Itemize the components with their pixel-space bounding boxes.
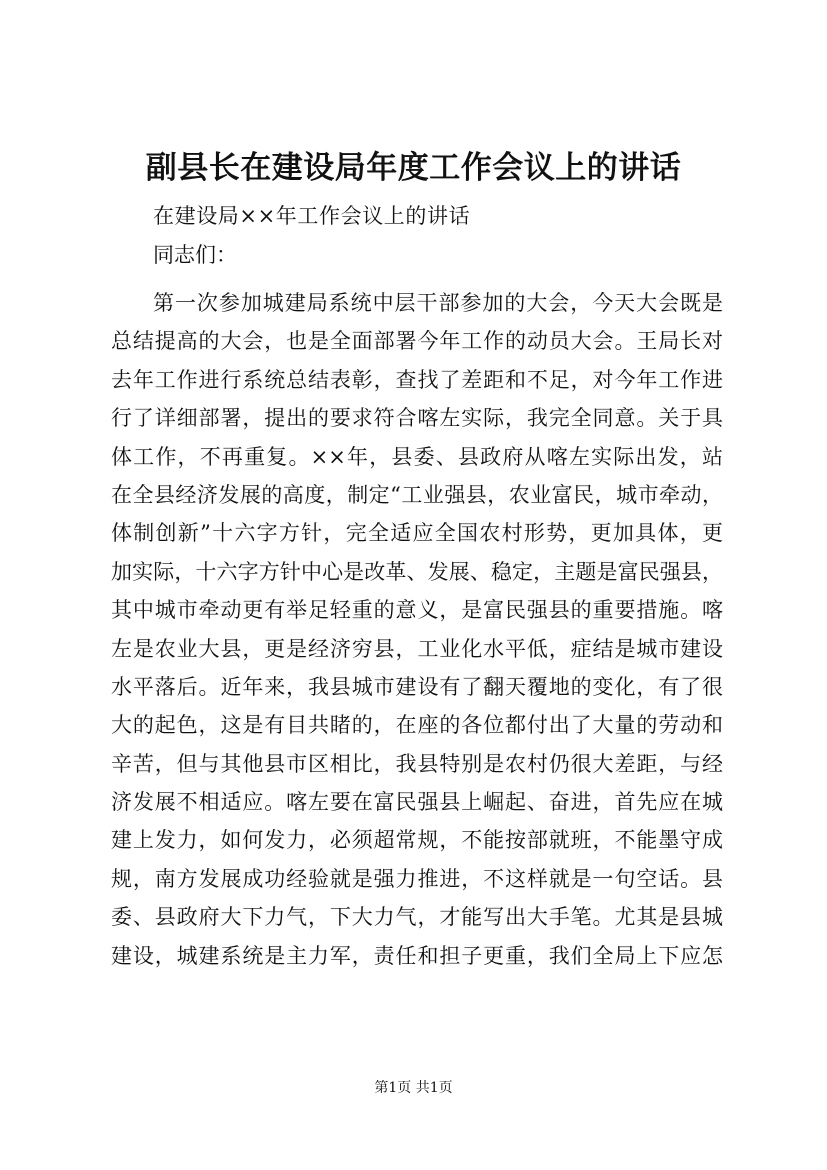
body-line: 总结提高的大会，也是全面部署今年工作的动员大会。王局长对: [111, 329, 723, 354]
body-line: 委、县政府大下力气，下大力气，才能写出大手笔。尤其是县城: [111, 905, 723, 930]
body-line: 济发展不相适应。喀左要在富民强县上崛起、奋进，首先应在城: [111, 790, 723, 815]
body-line: 体制创新”十六字方针，完全适应全国农村形势，更加具体，更: [111, 521, 723, 546]
body-line: 水平落后。近年来，我县城市建设有了翻天覆地的变化，有了很: [111, 674, 723, 699]
body-line: 建设，城建系统是主力军，责任和担子更重，我们全局上下应怎: [111, 943, 723, 968]
body-line: 去年工作进行系统总结表彰，查找了差距和不足，对今年工作进: [111, 367, 723, 392]
body-line: 规，南方发展成功经验就是强力推进，不这样就是一句空话。县: [111, 866, 723, 891]
body-line: 大的起色，这是有目共睹的，在座的各位都付出了大量的劳动和: [111, 713, 723, 738]
body-line: 加实际，十六字方针中心是改革、发展、稳定，主题是富民强县，: [111, 559, 723, 584]
body-line: 建上发力，如何发力，必须超常规，不能按部就班，不能墨守成: [111, 828, 723, 853]
body-line: 其中城市牵动更有举足轻重的意义，是富民强县的重要措施。喀: [111, 598, 723, 623]
document-subtitle: 在建设局××年工作会议上的讲话: [153, 204, 471, 228]
body-line: 左是农业大县，更是经济穷县，工业化水平低，症结是城市建设: [111, 636, 723, 661]
body-line: 第一次参加城建局系统中层干部参加的大会，今天大会既是: [153, 291, 723, 315]
page-footer: 第1页 共1页: [374, 1080, 453, 1096]
body-paragraph: [111, 284, 723, 975]
salutation: 同志们：: [153, 243, 237, 267]
document-title: 副县长在建设局年度工作会议上的讲话: [145, 150, 682, 186]
body-line: 行了详细部署，提出的要求符合喀左实际，我完全同意。关于具: [111, 406, 723, 431]
body-line: 辛苦，但与其他县市区相比，我县特别是农村仍很大差距，与经: [111, 751, 723, 776]
body-line: 体工作，不再重复。××年，县委、县政府从喀左实际出发，站: [111, 444, 723, 469]
body-line: 在全县经济发展的高度，制定“工业强县，农业富民，城市牵动，: [111, 482, 723, 507]
